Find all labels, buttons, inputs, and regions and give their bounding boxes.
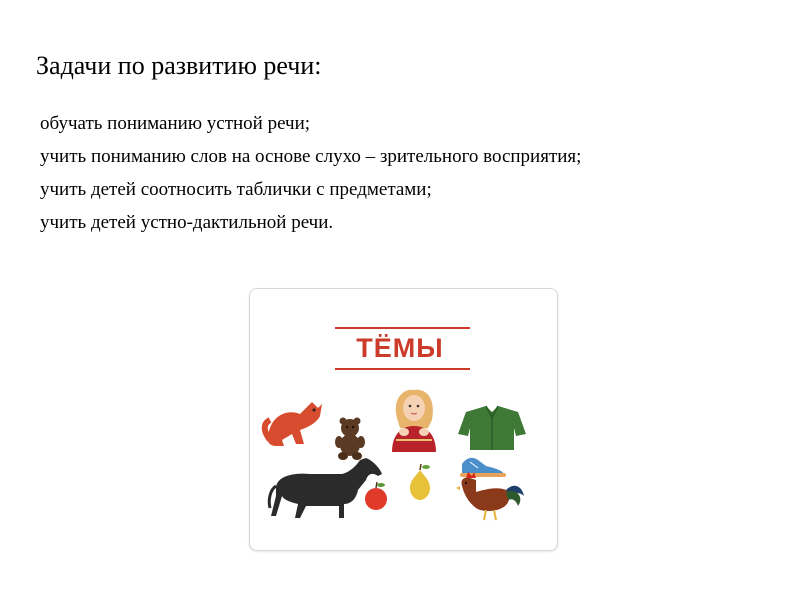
bullet-list [40, 112, 700, 244]
picture-card [249, 288, 558, 551]
bullet-item: обучать пониманию устной речи; [40, 113, 311, 134]
bullet-item: учить детей соотносить таблички с предметами; [40, 179, 432, 200]
bullet-item: учить пониманию слов на основе слухо – зрительного восприятия; [40, 146, 582, 167]
slide-title: Задачи по развитию речи: [36, 51, 322, 80]
picture-card-title: ТЁМЫ [356, 333, 444, 363]
bullet-item: учить детей устно-дактильной речи. [40, 212, 334, 233]
